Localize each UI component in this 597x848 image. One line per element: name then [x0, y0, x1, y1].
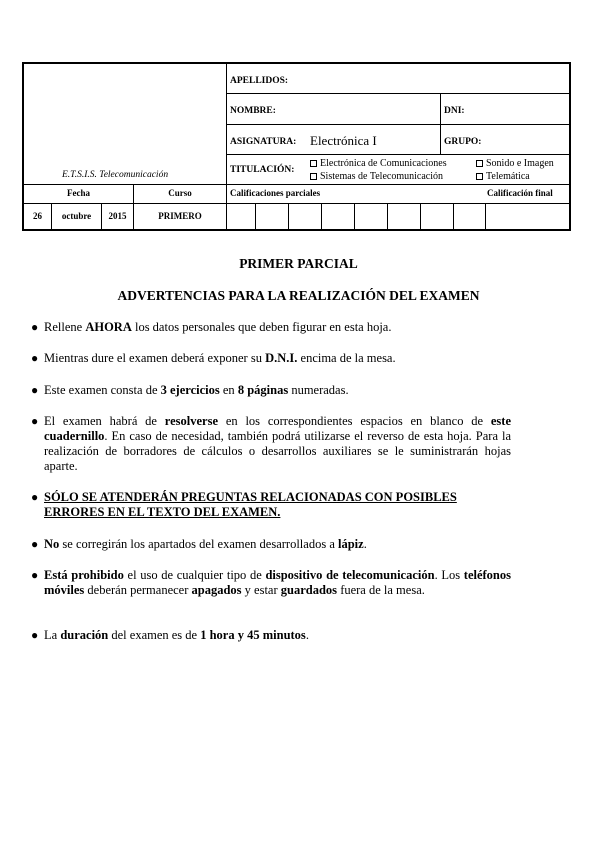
- divider: [24, 184, 571, 185]
- grupo-field[interactable]: GRUPO:: [444, 137, 482, 147]
- nombre-field[interactable]: NOMBRE:: [230, 106, 276, 116]
- bullet-icon: ●: [31, 628, 39, 642]
- asignatura-value: Electrónica I: [310, 133, 377, 148]
- page-title: PRIMER PARCIAL: [239, 256, 358, 271]
- list-item: ● La duración del examen es de 1 hora y 45 minutos.: [31, 628, 309, 642]
- checkbox-icon: [476, 160, 483, 167]
- bullet-icon: ●: [31, 320, 39, 334]
- titulacion-label: TITULACIÓN:: [230, 165, 295, 175]
- checkbox-icon: [310, 173, 317, 180]
- divider: [440, 93, 441, 155]
- grade-cell-divider: [387, 203, 388, 229]
- dni-field[interactable]: DNI:: [444, 106, 465, 116]
- grade-cell-divider: [288, 203, 289, 229]
- list-item: ● Mientras dure el examen deberá exponer su D.N.I. encima de la mesa.: [31, 351, 396, 365]
- divider: [24, 203, 571, 204]
- grade-cell-divider: [354, 203, 355, 229]
- titulacion-option[interactable]: Telemática: [476, 171, 530, 182]
- list-item: ● SÓLO SE ATENDERÁN PREGUNTAS RELACIONADAS CON POSIBLES ERRORES EN EL TEXTO DEL EXAMEN.: [31, 490, 457, 519]
- grade-cell-divider: [255, 203, 256, 229]
- bullet-icon: ●: [31, 414, 39, 428]
- list-item: ● Está prohibido el uso de cualquier tipo de dispositivo de telecomunicación. Los teléfonos móviles deberán permanecer apagados y estar guardados fuera de la mesa.: [31, 568, 511, 597]
- checkbox-icon: [310, 160, 317, 167]
- bullet-icon: ●: [31, 383, 39, 397]
- divider: [227, 154, 571, 155]
- date-year: 2015: [108, 211, 127, 221]
- divider: [226, 64, 227, 229]
- grade-cell-divider: [420, 203, 421, 229]
- exam-header-box: [22, 62, 571, 231]
- asignatura-label: ASIGNATURA:: [230, 137, 297, 147]
- bullet-icon: ●: [31, 490, 39, 504]
- grade-cell-divider: [321, 203, 322, 229]
- page-subtitle: ADVERTENCIAS PARA LA REALIZACIÓN DEL EXAMEN: [117, 288, 480, 303]
- list-item: ● El examen habrá de resolverse en los correspondientes espacios en blanco de este cuadernillo. En caso de necesidad, también podrá utilizarse el reverso de esta hoja. Para la realización de borradores de cálculos o desarrollos auxiliares se le suministrarán hojas aparte.: [31, 414, 511, 473]
- divider: [227, 93, 571, 94]
- date-month: octubre: [61, 211, 92, 221]
- titulacion-option[interactable]: Sistemas de Telecomunicación: [310, 171, 443, 182]
- apellidos-field[interactable]: APELLIDOS:: [230, 76, 289, 86]
- curso-header: Curso: [168, 188, 192, 198]
- list-item: ● Este examen consta de 3 ejercicios en 8 páginas numeradas.: [31, 383, 349, 397]
- bullet-icon: ●: [31, 351, 39, 365]
- titulacion-option[interactable]: Sonido e Imagen: [476, 158, 554, 169]
- checkbox-icon: [476, 173, 483, 180]
- calificacion-final-header: Calificación final: [487, 188, 553, 198]
- bullet-icon: ●: [31, 537, 39, 551]
- divider: [485, 203, 486, 229]
- date-day: 26: [33, 211, 42, 221]
- school-name: E.T.S.I.S. Telecomunicación: [62, 170, 169, 180]
- titulacion-option[interactable]: Electrónica de Comunicaciones: [310, 158, 447, 169]
- calificaciones-parciales-header: Calificaciones parciales: [230, 188, 321, 198]
- curso-value: PRIMERO: [158, 211, 202, 221]
- list-item: ● No se corregirán los apartados del examen desarrollados a lápiz.: [31, 537, 367, 551]
- divider: [227, 124, 571, 125]
- bullet-icon: ●: [31, 568, 39, 582]
- list-item: ● Rellene AHORA los datos personales que deben figurar en esta hoja.: [31, 320, 392, 334]
- grade-cell-divider: [453, 203, 454, 229]
- fecha-header: Fecha: [67, 188, 90, 198]
